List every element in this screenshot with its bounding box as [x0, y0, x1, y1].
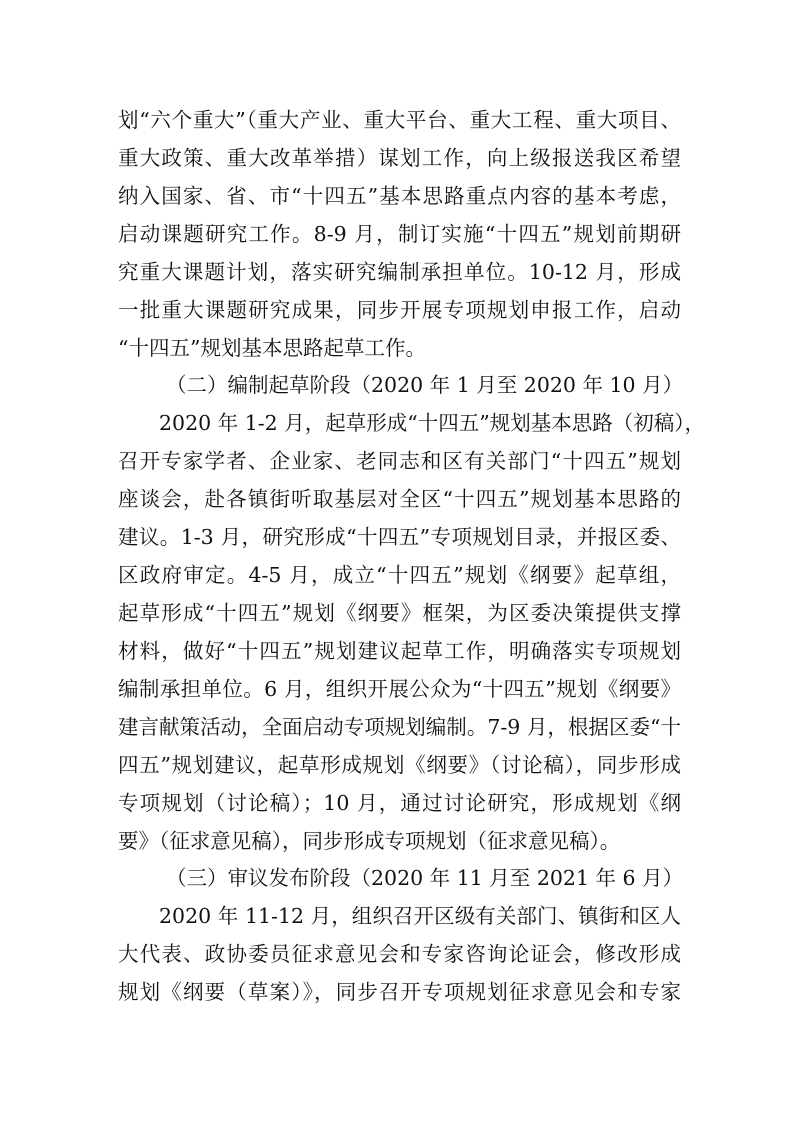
paragraph-3	[118, 897, 681, 1011]
document-page	[118, 101, 705, 1011]
text-line: 一批重大课题研究成果，同步开展专项规划申报工作，启动	[118, 298, 681, 322]
text-line: “十四五”规划基本思路起草工作。	[118, 336, 426, 360]
text-line: 专项规划（讨论稿）；10 月，通过讨论研究，形成规划《纲	[118, 791, 681, 815]
section-heading-3: （三）审议发布阶段（2020 年 11 月至 2021 年 6 月）	[166, 866, 684, 890]
text-line: 座谈会，赴各镇街听取基层对全区“十四五”规划基本思路的	[118, 487, 681, 511]
text-line: 划“六个重大”（重大产业、重大平台、重大工程、重大项目、	[118, 108, 681, 132]
paragraph-1	[118, 101, 681, 367]
text-line: 大代表、政协委员征求意见会和专家咨询论证会，修改形成	[118, 942, 681, 966]
text-line: 启动课题研究工作。8-9 月，制订实施“十四五”规划前期研	[118, 222, 681, 246]
text-line: 起草形成“十四五”规划《纲要》框架，为区委决策提供支撑	[118, 601, 681, 625]
text-line: 究重大课题计划，落实研究编制承担单位。10-12 月，形成	[118, 260, 681, 284]
text-line: 2020 年 11-12 月，组织召开区级有关部门、镇街和区人	[159, 904, 681, 928]
text-line: 召开专家学者、企业家、老同志和区有关部门“十四五”规划	[118, 449, 681, 473]
text-line: 四五”规划建议，起草形成规划《纲要》（讨论稿），同步形成	[118, 753, 681, 777]
text-line: 编制承担单位。6 月，组织开展公众为“十四五”规划《纲要》	[118, 677, 681, 701]
text-line: 2020 年 1-2 月，起草形成“十四五”规划基本思路（初稿），	[159, 411, 705, 435]
text-line: 规划《纲要（草案）》，同步召开专项规划征求意见会和专家	[118, 980, 681, 1004]
paragraph-2	[118, 404, 705, 860]
text-line: 建言献策活动，全面启动专项规划编制。7-9 月，根据区委“十	[118, 715, 681, 739]
text-line: 材料，做好“十四五”规划建议起草工作，明确落实专项规划	[118, 639, 681, 663]
text-line: 要》（征求意见稿），同步形成专项规划（征求意见稿）。	[118, 829, 621, 853]
text-line: 纳入国家、省、市“十四五”基本思路重点内容的基本考虑，	[118, 184, 681, 208]
section-heading-2: （二）编制起草阶段（2020 年 1 月至 2020 年 10 月）	[166, 373, 684, 397]
text-line: 建议。1-3 月，研究形成“十四五”专项规划目录，并报区委、	[118, 525, 681, 549]
text-line: 重大政策、重大改革举措）谋划工作，向上级报送我区希望	[118, 146, 681, 170]
text-line: 区政府审定。4-5 月，成立“十四五”规划《纲要》起草组，	[118, 563, 681, 587]
